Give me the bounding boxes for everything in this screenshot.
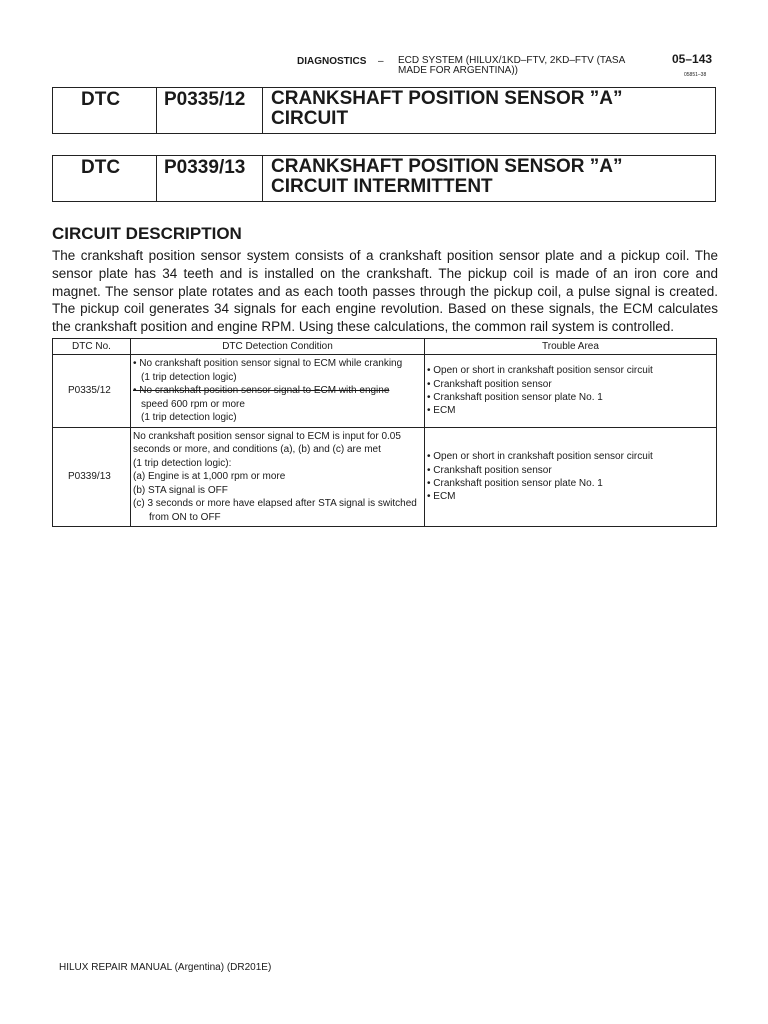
condition-line: • No crankshaft position sensor signal to ECM with engine	[133, 385, 390, 397]
circuit-description-text: The crankshaft position sensor system consists of a crankshaft position sensor plate and a pickup coil. The sensor plate has 34 teeth and is installed on the crankshaft. The pickup coil is made of an iron core and magnet. The sensor plate rotates and as each tooth passes through the pickup coil, a pulse signal is created. The pickup coil generates 34 signals for each engine revolution. Based on these signals, the ECM calculates the crankshaft position and engine RPM. Using these calculations, the common rail system is controlled.	[52, 248, 718, 335]
table-row	[53, 428, 717, 527]
column-header: Trouble Area	[425, 339, 717, 355]
dtc-title-line: CRANKSHAFT POSITION SENSOR ”A”	[271, 156, 623, 177]
trouble-area-item: • ECM	[427, 491, 456, 503]
document-code: 05851–38	[684, 72, 707, 78]
condition-line: (c) 3 seconds or more have elapsed after STA signal is switched from ON to OFF	[133, 498, 417, 523]
table-header-row	[53, 339, 717, 355]
system-name: ECD SYSTEM (HILUX/1KD–FTV, 2KD–FTV (TASA MADE FOR ARGENTINA))	[398, 55, 625, 76]
condition-line: (1 trip detection logic)	[141, 371, 237, 383]
dtc-label: DTC	[53, 88, 157, 133]
trouble-area-item: • Crankshaft position sensor plate No. 1	[427, 478, 603, 489]
dtc-code: P0335/12	[157, 88, 263, 133]
condition-line: (1 trip detection logic):	[133, 457, 232, 469]
page-footer: HILUX REPAIR MANUAL (Argentina) (DR201E)	[59, 962, 272, 973]
dtc-title-line: CIRCUIT INTERMITTENT	[271, 176, 493, 197]
condition-line: • No crankshaft position sensor signal to ECM while cranking	[133, 358, 403, 370]
condition-line: (a) Engine is at 1,000 rpm or more	[133, 471, 286, 483]
trouble-area-item: • Crankshaft position sensor	[427, 464, 552, 476]
trouble-area-item: • Open or short in crankshaft position sensor circuit	[427, 451, 653, 463]
column-header: DTC Detection Condition	[131, 339, 425, 355]
dtc-title-line: CIRCUIT	[271, 108, 349, 129]
dtc-code: P0339/13	[157, 156, 263, 201]
trouble-area-item: • Crankshaft position sensor	[427, 378, 552, 390]
trouble-area-item: • ECM	[427, 405, 456, 417]
condition-line: No crankshaft position sensor signal to ECM is input for 0.05 seconds or more, and conditions (a), (b) and (c) are met	[133, 431, 401, 456]
column-header: DTC No.	[53, 339, 131, 355]
dtc-number-cell: P0335/12	[53, 355, 131, 428]
section-name: DIAGNOSTICS	[297, 56, 367, 67]
table-row	[53, 355, 717, 428]
page-number: 05–143	[672, 52, 713, 66]
dtc-box-p0335	[52, 87, 716, 134]
trouble-area-item: • Crankshaft position sensor plate No. 1	[427, 392, 603, 403]
trouble-area-cell	[425, 355, 717, 428]
dtc-table	[52, 338, 717, 527]
trouble-area-item: • Open or short in crankshaft position sensor circuit	[427, 365, 653, 377]
condition-line: (b) STA signal is OFF	[133, 484, 228, 496]
trouble-area-cell	[425, 428, 717, 527]
dtc-title	[263, 88, 715, 133]
condition-line: (1 trip detection logic)	[141, 412, 237, 424]
dtc-number-cell: P0339/13	[53, 428, 131, 527]
dtc-box-p0339	[52, 155, 716, 202]
header-dash: –	[378, 56, 384, 67]
dtc-label: DTC	[53, 156, 157, 201]
detection-condition-cell	[131, 428, 425, 527]
detection-condition-cell	[131, 355, 425, 428]
condition-line: speed 600 rpm or more	[141, 398, 245, 410]
circuit-description-heading: CIRCUIT DESCRIPTION	[52, 224, 242, 243]
dtc-title	[263, 156, 715, 201]
dtc-title-line: CRANKSHAFT POSITION SENSOR ”A”	[271, 88, 623, 109]
